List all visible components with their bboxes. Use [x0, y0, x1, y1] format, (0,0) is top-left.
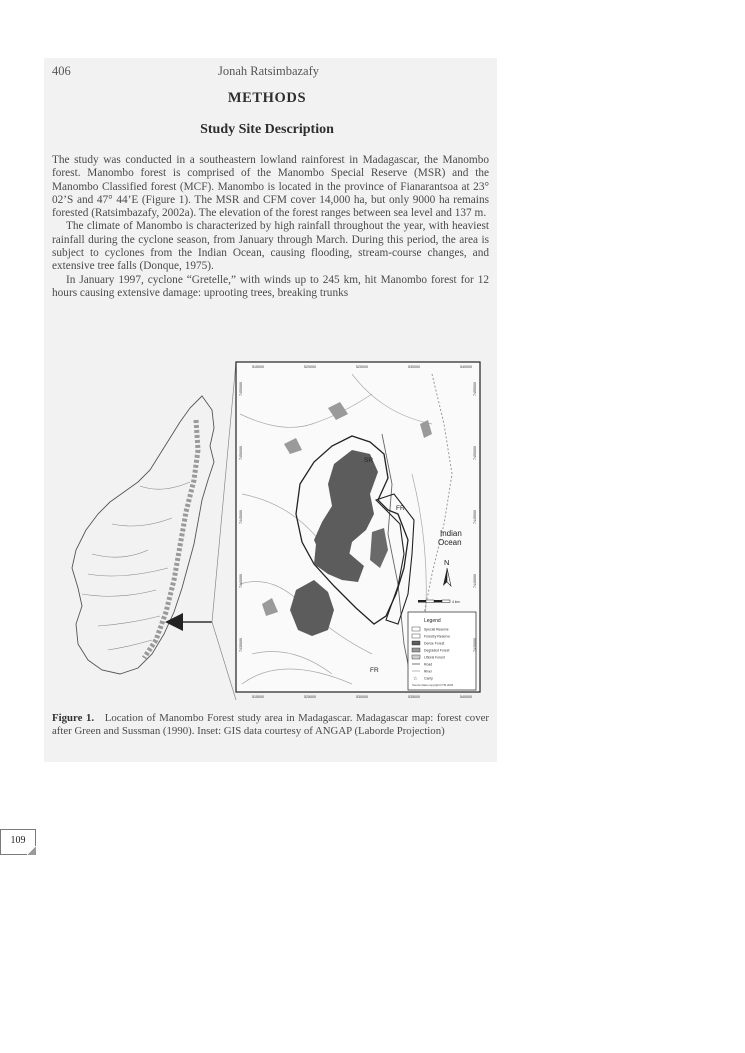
- tick-label: 515000: [252, 695, 264, 699]
- subsection-heading: Study Site Description: [200, 122, 334, 137]
- tick-label: 530000: [408, 365, 420, 369]
- inset-map: [236, 362, 480, 699]
- source-note: Source Data copyright FTM 2003: [412, 683, 454, 687]
- north-label: N: [444, 558, 450, 567]
- legend-item-label: Dense Forest: [424, 641, 445, 646]
- legend-item-label: Degraded Forest: [424, 648, 450, 653]
- label-sr: SR: [364, 457, 374, 464]
- tick-label: 7435000: [473, 638, 477, 652]
- legend-swatch: [412, 641, 420, 645]
- figure-maps: [52, 354, 489, 706]
- paragraph-study-site: The study was conducted in a southeastern lowland rainforest in Madagascar, the Manombo forest. Manombo forest is comprised of the Manombo Special Reserve (MSR) and the Manombo Classified forest (MCF). Manombo is located in the province of Fianarantsoa at 23° 02’S and 47° 44’E (Figure 1). The MSR and CFM cover 14,000 ha, but only 9000 ha remains forested (Ratsimbazafy, 2002a). The elevation of the forest ranges between sea level and 137 m.: [52, 154, 489, 220]
- tick-label: 530000: [356, 695, 368, 699]
- legend-swatch: [412, 627, 420, 631]
- paragraph-cyclone: In January 1997, cyclone “Gretelle,” with winds up to 245 km, hit Manombo forest for 12 hours causing extensive damage: uprooting trees, breaking trunks: [52, 273, 489, 299]
- legend-item-label: Special Reserve: [424, 627, 449, 632]
- running-head: [52, 64, 482, 80]
- tick-label: 540000: [460, 365, 472, 369]
- tick-label: 540000: [460, 695, 472, 699]
- running-head-author: Jonah Ratsimbazafy: [218, 64, 320, 78]
- legend-swatch: [412, 634, 420, 638]
- scale-label: 4 km: [452, 600, 460, 604]
- tick-label: 535000: [408, 695, 420, 699]
- legend-item-label: Littoral Forest: [424, 655, 445, 660]
- tick-label: 7440000: [473, 574, 477, 588]
- page-fold-corner: [27, 846, 36, 855]
- legend-swatch: [412, 648, 420, 652]
- legend-title: Legend: [424, 618, 441, 624]
- tick-label: 7435000: [239, 638, 243, 652]
- tick-label: 7450000: [473, 446, 477, 460]
- tick-label: 7455000: [473, 382, 477, 396]
- section-heading: METHODS: [227, 90, 307, 106]
- tick-label: 7440000: [239, 574, 243, 588]
- legend-item-label: Road: [424, 662, 433, 667]
- margin-page-number: 109: [10, 835, 26, 846]
- body-text: [52, 154, 489, 300]
- tick-label: 7455000: [239, 382, 243, 396]
- margin-page-number-box: [0, 829, 36, 855]
- pointer-arrow: [165, 362, 236, 700]
- paragraph-climate: The climate of Manombo is characterized by high rainfall throughout the year, with heaviest rainfall during the cyclone season, from January through March. During this period, the area is subject to cyclones from the Indian Ocean, causing flooding, stream-course changes, and extensive tree falls (Donque, 1975).: [52, 220, 489, 273]
- caption-text: Location of Manombo Forest study area in Madagascar. Madagascar map: forest cover after Green and Sussman (1990). Inset: GIS data courtesy of ANGAP (Laborde Projection): [52, 712, 489, 738]
- legend-item-label: River: [424, 669, 432, 674]
- legend-item-label: Camp: [424, 676, 434, 681]
- running-head-page-number: 406: [52, 64, 71, 78]
- tick-label: 525000: [356, 365, 368, 369]
- label-fr-lower: FR: [370, 667, 379, 674]
- madagascar-outline: [72, 396, 214, 674]
- figure-caption: [52, 712, 489, 738]
- bottom-axis-ticks: [252, 695, 472, 699]
- madagascar-map: [72, 396, 214, 674]
- label-ocean-line1: Indian: [440, 529, 462, 538]
- tick-label: 7445000: [239, 510, 243, 524]
- tick-label: 525000: [304, 695, 316, 699]
- label-fr-upper: FR: [396, 505, 405, 512]
- tick-label: 520000: [304, 365, 316, 369]
- legend-swatch-camp-icon: ☆: [413, 676, 418, 682]
- caption-label: Figure 1.: [52, 712, 95, 724]
- legend-swatch: [412, 655, 420, 659]
- map-legend: [408, 612, 476, 690]
- tick-label: 7445000: [473, 510, 477, 524]
- legend-item-label: Forestry Reserve: [424, 634, 451, 639]
- label-ocean-line2: Ocean: [438, 538, 462, 547]
- tick-label: 515000: [252, 365, 264, 369]
- figure-1: [52, 354, 489, 706]
- tick-label: 7450000: [239, 446, 243, 460]
